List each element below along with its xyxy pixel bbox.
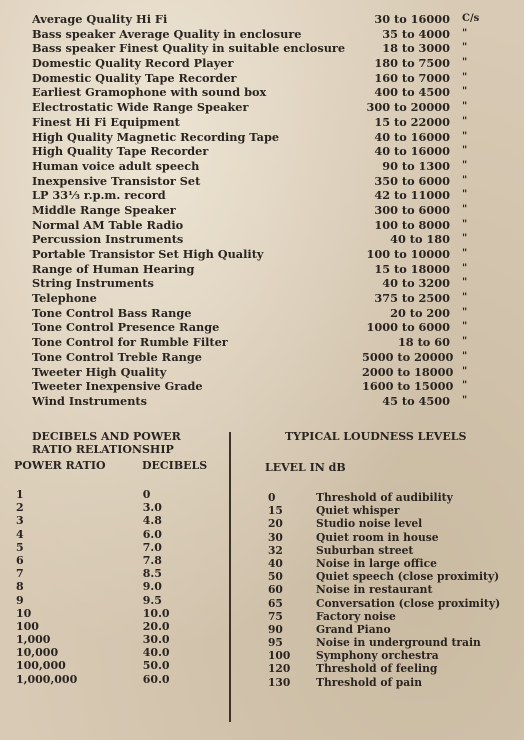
frequency-unit: " — [462, 380, 468, 392]
loudness-description: Studio noise level — [316, 517, 423, 531]
loudness-db-value: 120 — [268, 662, 291, 676]
column-divider — [229, 432, 231, 722]
power-ratio-value: 5 — [16, 540, 24, 554]
loudness-db-value: 130 — [268, 675, 291, 689]
frequency-unit: " — [462, 130, 468, 142]
loudness-row — [265, 662, 515, 675]
frequency-range: 400 to 4500 — [374, 85, 450, 100]
device-name: Finest Hi Fi Equipment — [32, 114, 180, 129]
frequency-row — [32, 27, 502, 42]
loudness-db-value: 90 — [268, 622, 283, 636]
device-name: Human voice adult speech — [32, 158, 200, 173]
loudness-levels-table — [265, 430, 515, 689]
loudness-table-rows — [265, 491, 515, 689]
power-ratio-value: 3 — [16, 514, 24, 528]
frequency-range: 20 to 200 — [390, 305, 450, 320]
loudness-description: Noise in underground train — [316, 636, 481, 650]
frequency-row — [32, 174, 502, 189]
frequency-row — [32, 159, 502, 174]
decibel-value: 9.5 — [142, 593, 162, 607]
frequency-unit: " — [462, 189, 468, 201]
power-ratio-value: 1,000 — [16, 633, 51, 647]
loudness-row — [265, 583, 515, 596]
frequency-row — [32, 85, 502, 100]
frequency-range: 100 to 10000 — [366, 247, 450, 261]
loudness-row — [265, 544, 515, 557]
frequency-unit: " — [462, 145, 468, 157]
decibel-value: 4.8 — [142, 514, 162, 528]
frequency-range: 1600 to 15000 — [362, 379, 454, 394]
frequency-unit: " — [462, 233, 468, 245]
loudness-description: Quiet whisper — [316, 504, 400, 518]
loudness-description: Quiet room in house — [316, 530, 439, 544]
frequency-range: 300 to 6000 — [374, 202, 450, 217]
device-name: Electrostatic Wide Range Speaker — [32, 100, 249, 115]
frequency-unit: " — [462, 174, 468, 186]
frequency-unit: " — [462, 248, 468, 259]
loudness-table-title: TYPICAL LOUDNESS LEVELS — [285, 430, 467, 443]
decibel-row — [14, 514, 224, 527]
frequency-row — [32, 203, 502, 218]
frequency-row — [32, 130, 502, 145]
device-name: Tweeter Inexpensive Grade — [32, 379, 203, 394]
decibel-row — [14, 554, 224, 567]
frequency-row — [32, 394, 502, 409]
power-ratio-value: 4 — [16, 527, 24, 541]
frequency-row — [32, 115, 502, 130]
frequency-range: 1000 to 6000 — [366, 320, 450, 335]
frequency-range: 375 to 2500 — [374, 291, 450, 306]
decibel-row — [14, 620, 224, 633]
loudness-row — [265, 597, 515, 610]
decibel-row — [14, 501, 224, 514]
decibel-value: 7.8 — [142, 553, 162, 567]
frequency-range: 90 to 1300 — [382, 158, 450, 173]
loudness-row — [265, 676, 515, 689]
frequency-unit: " — [462, 292, 468, 304]
frequency-row — [32, 188, 502, 203]
frequency-row — [32, 262, 502, 277]
frequency-row — [32, 56, 502, 71]
frequency-unit: " — [462, 42, 468, 54]
loudness-row — [265, 504, 515, 517]
decibel-value: 9.0 — [142, 580, 162, 594]
device-name: LP 33⅓ r.p.m. record — [32, 188, 166, 203]
loudness-row — [265, 570, 515, 583]
decibel-row — [14, 673, 224, 686]
power-ratio-value: 1 — [16, 488, 24, 501]
loudness-db-value: 65 — [268, 596, 283, 610]
frequency-unit: " — [462, 336, 468, 348]
decibel-table-header — [14, 459, 224, 472]
loudness-db-value: 20 — [268, 517, 283, 531]
decibel-value: 6.0 — [142, 527, 162, 541]
power-ratio-header: POWER RATIO — [14, 459, 106, 472]
decibel-value: 40.0 — [142, 646, 170, 660]
loudness-db-value: 75 — [268, 609, 283, 623]
frequency-row — [32, 247, 502, 262]
frequency-row — [32, 41, 502, 56]
frequency-unit: " — [462, 394, 468, 406]
frequency-unit: " — [462, 27, 468, 39]
frequency-unit: " — [462, 321, 468, 333]
decibel-value: 60.0 — [142, 672, 170, 686]
decibel-row — [14, 488, 224, 501]
power-ratio-value: 2 — [16, 501, 24, 515]
device-name: Average Quality Hi Fi — [32, 12, 168, 26]
frequency-row — [32, 144, 502, 159]
power-ratio-value: 9 — [16, 593, 24, 607]
device-name: Tweeter High Quality — [32, 364, 167, 379]
power-ratio-value: 7 — [16, 567, 24, 581]
frequency-row — [32, 276, 502, 291]
frequency-range: 30 to 16000 — [374, 12, 450, 26]
frequency-row — [32, 379, 502, 394]
frequency-range: 5000 to 20000 — [362, 349, 454, 364]
device-name: Tone Control Treble Range — [32, 349, 202, 364]
frequency-unit: " — [462, 218, 468, 230]
frequency-range: 18 to 60 — [397, 335, 450, 350]
device-name: Telephone — [32, 291, 97, 306]
frequency-range: 18 to 3000 — [382, 41, 450, 56]
frequency-unit: " — [462, 365, 468, 377]
frequency-unit: " — [462, 115, 468, 127]
frequency-range: 160 to 7000 — [374, 70, 450, 85]
loudness-description: Threshold of feeling — [316, 662, 438, 676]
frequency-row — [32, 291, 502, 306]
decibel-row — [14, 646, 224, 659]
loudness-description: Grand Piano — [316, 622, 391, 636]
frequency-range: 180 to 7500 — [374, 56, 450, 71]
loudness-row — [265, 491, 515, 504]
loudness-description: Symphony orchestra — [316, 649, 439, 663]
frequency-row — [32, 100, 502, 115]
frequency-range: 40 to 16000 — [374, 129, 450, 144]
loudness-row — [265, 610, 515, 623]
decibel-row — [14, 633, 224, 646]
frequency-range: 350 to 6000 — [374, 173, 450, 188]
frequency-range: 40 to 3200 — [382, 276, 450, 291]
device-name: Portable Transistor Set High Quality — [32, 247, 264, 261]
power-ratio-value: 6 — [16, 553, 24, 567]
device-name: Percussion Instruments — [32, 232, 184, 247]
decibel-table-title-line1: DECIBELS AND POWER — [32, 430, 181, 443]
loudness-row — [265, 649, 515, 662]
frequency-row — [32, 306, 502, 321]
decibel-row — [14, 607, 224, 620]
frequency-row — [32, 365, 502, 380]
loudness-description: Factory noise — [316, 609, 396, 623]
decibel-power-ratio-table — [14, 430, 224, 686]
power-ratio-value: 100 — [16, 619, 39, 633]
decibel-row — [14, 528, 224, 541]
device-name: Wind Instruments — [32, 393, 147, 408]
decibel-value: 50.0 — [142, 659, 170, 673]
device-name: Tone Control Presence Range — [32, 320, 220, 335]
frequency-row — [32, 218, 502, 233]
device-name: Normal AM Table Radio — [32, 217, 184, 232]
device-name: Tone Control Bass Range — [32, 305, 192, 320]
frequency-range: 40 to 180 — [390, 232, 450, 247]
level-in-db-header: LEVEL IN dB — [265, 461, 346, 474]
loudness-row — [265, 557, 515, 570]
frequency-unit: " — [462, 203, 468, 215]
loudness-db-value: 15 — [268, 504, 283, 518]
loudness-db-value: 95 — [268, 636, 283, 650]
loudness-row — [265, 531, 515, 544]
frequency-unit: " — [462, 262, 468, 274]
decibel-value: 10.0 — [142, 606, 170, 620]
frequency-unit: " — [462, 86, 468, 98]
frequency-range: 15 to 18000 — [374, 261, 450, 276]
loudness-db-value: 100 — [268, 649, 291, 663]
decibel-value: 20.0 — [142, 619, 170, 633]
power-ratio-value: 10 — [16, 606, 32, 620]
loudness-description: Threshold of audibility — [316, 491, 453, 504]
frequency-range: 15 to 22000 — [374, 114, 450, 129]
loudness-row — [265, 623, 515, 636]
device-name: Domestic Quality Record Player — [32, 56, 234, 71]
device-name: Bass speaker Finest Quality in suitable enclosure — [32, 41, 346, 56]
decibel-value: 8.5 — [142, 567, 162, 581]
device-name: High Quality Magnetic Recording Tape — [32, 129, 280, 144]
loudness-description: Noise in large office — [316, 556, 437, 570]
power-ratio-value: 1,000,000 — [16, 672, 78, 686]
decibel-table-title-line2: RATIO RELATIONSHIP — [32, 443, 174, 456]
frequency-unit: " — [462, 71, 468, 83]
loudness-db-value: 40 — [268, 556, 283, 570]
loudness-description: Noise in restaurant — [316, 583, 433, 597]
decibels-header: DECIBELS — [142, 459, 208, 472]
device-name: Inexpensive Transistor Set — [32, 173, 201, 188]
loudness-description: Quiet speech (close proximity) — [316, 570, 500, 584]
frequency-row — [32, 232, 502, 247]
decibel-row — [14, 580, 224, 593]
decibel-value: 0 — [142, 488, 151, 501]
decibel-table-rows — [14, 488, 224, 686]
loudness-db-value: 30 — [268, 530, 283, 544]
frequency-range-table — [32, 12, 502, 409]
frequency-range: 45 to 4500 — [382, 393, 450, 408]
frequency-unit: " — [462, 306, 468, 318]
frequency-range: 40 to 16000 — [374, 144, 450, 159]
device-name: Tone Control for Rumble Filter — [32, 335, 228, 350]
frequency-unit: C/s — [462, 13, 480, 24]
frequency-row — [32, 350, 502, 365]
device-name: Domestic Quality Tape Recorder — [32, 70, 237, 85]
frequency-row — [32, 71, 502, 86]
loudness-row — [265, 636, 515, 649]
device-name: High Quality Tape Recorder — [32, 144, 209, 159]
decibel-row — [14, 594, 224, 607]
frequency-range: 300 to 20000 — [366, 100, 450, 115]
decibel-row — [14, 567, 224, 580]
frequency-range: 100 to 8000 — [374, 217, 450, 232]
loudness-row — [265, 517, 515, 530]
device-name: Bass speaker Average Quality in enclosure — [32, 26, 302, 41]
frequency-unit: " — [462, 159, 468, 171]
power-ratio-value: 8 — [16, 580, 24, 594]
frequency-unit: " — [462, 350, 468, 362]
loudness-db-value: 0 — [268, 491, 276, 504]
decibel-value: 3.0 — [142, 501, 162, 515]
device-name: Earliest Gramophone with sound box — [32, 85, 267, 100]
loudness-db-value: 32 — [268, 543, 283, 557]
frequency-row — [32, 12, 502, 27]
loudness-db-value: 50 — [268, 570, 283, 584]
decibel-value: 30.0 — [142, 633, 170, 647]
loudness-description: Threshold of pain — [316, 675, 422, 689]
frequency-range: 2000 to 18000 — [362, 364, 454, 379]
decibel-row — [14, 541, 224, 554]
frequency-row — [32, 320, 502, 335]
loudness-description: Conversation (close proximity) — [316, 596, 501, 610]
frequency-range: 35 to 4000 — [382, 26, 450, 41]
decibel-row — [14, 659, 224, 672]
power-ratio-value: 100,000 — [16, 659, 66, 673]
decibel-value: 7.0 — [142, 540, 162, 554]
device-name: Middle Range Speaker — [32, 202, 176, 217]
frequency-range: 42 to 11000 — [374, 188, 450, 203]
power-ratio-value: 10,000 — [16, 646, 59, 660]
device-name: Range of Human Hearing — [32, 261, 195, 276]
device-name: String Instruments — [32, 276, 154, 291]
loudness-description: Suburban street — [316, 543, 414, 557]
loudness-db-value: 60 — [268, 583, 283, 597]
frequency-unit: " — [462, 277, 468, 289]
frequency-unit: " — [462, 57, 468, 69]
frequency-unit: " — [462, 101, 468, 113]
frequency-row — [32, 335, 502, 350]
